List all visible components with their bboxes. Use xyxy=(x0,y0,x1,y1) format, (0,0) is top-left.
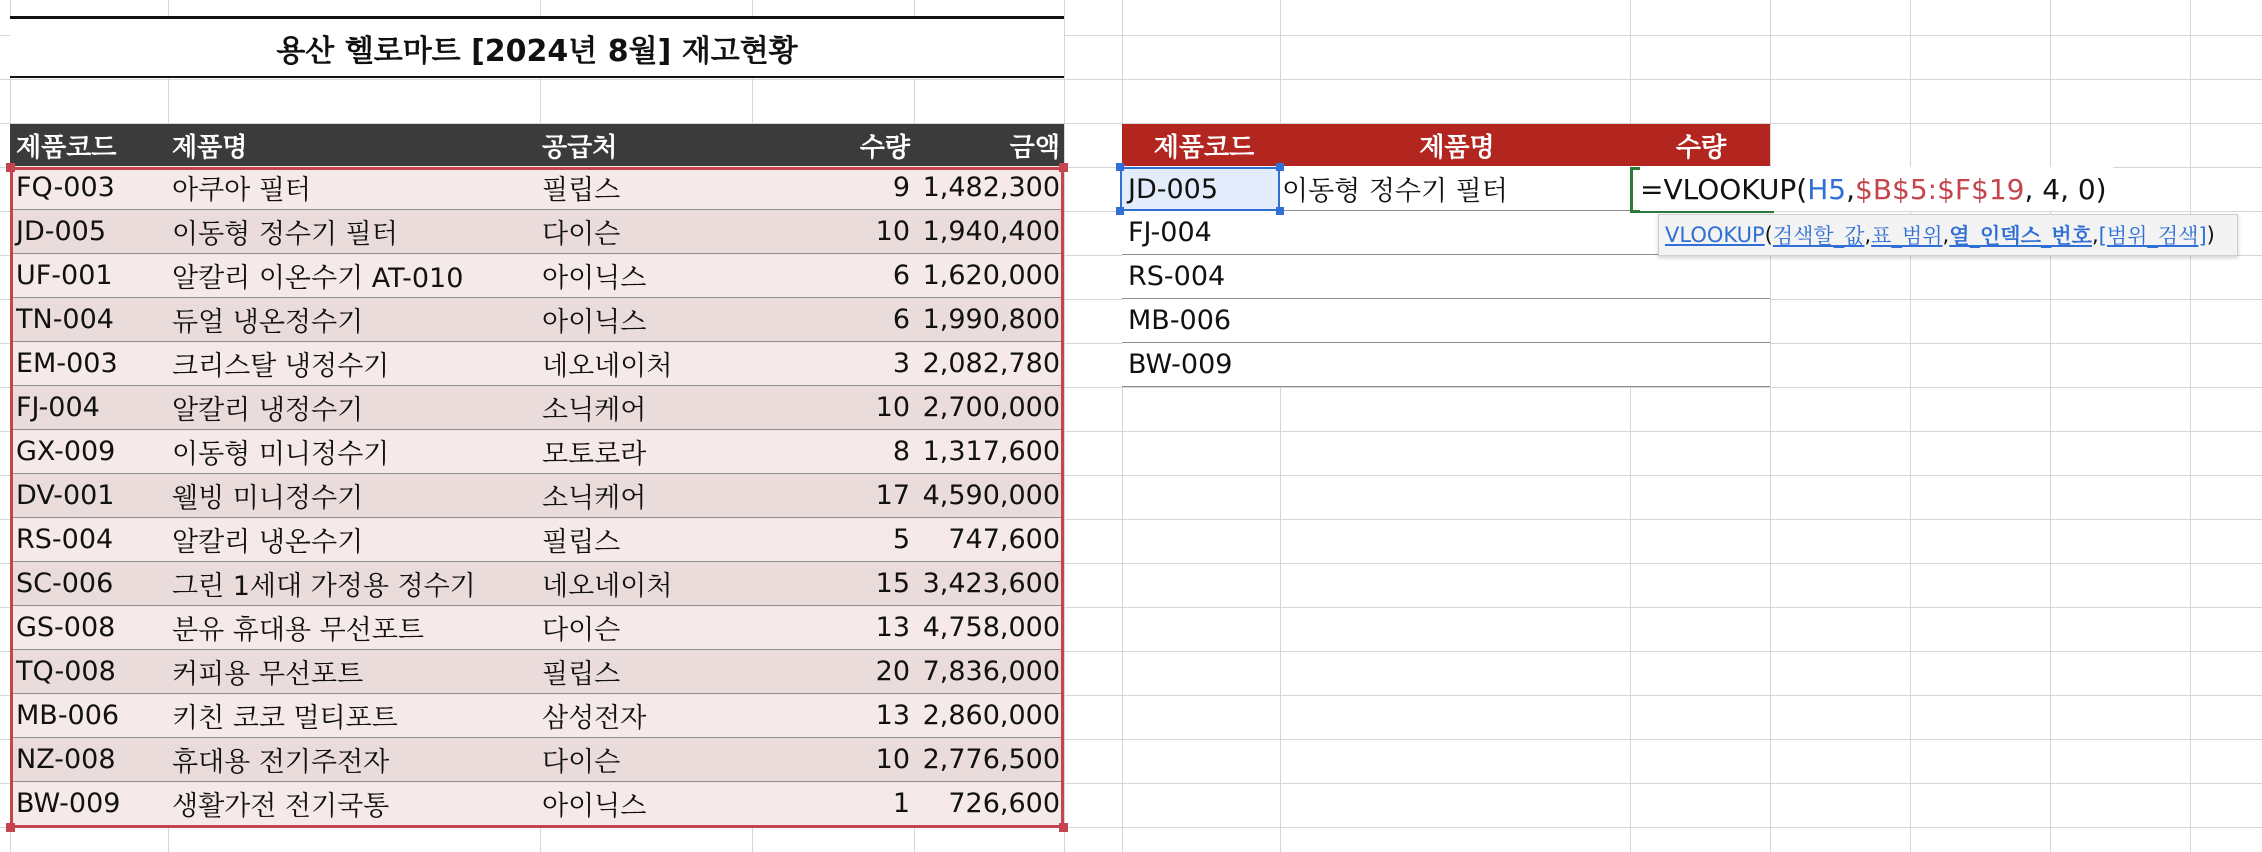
inventory-table-header xyxy=(10,124,1064,166)
supplier-cell[interactable]: 모토로라 xyxy=(542,439,647,470)
inventory-rows xyxy=(10,166,1064,826)
product-code-cell[interactable]: EM-003 xyxy=(16,348,118,379)
lookup-code-cell[interactable]: MB-006 xyxy=(1128,305,1232,336)
product-code-cell[interactable]: MB-006 xyxy=(16,700,120,731)
quantity-cell[interactable]: 10 xyxy=(875,744,910,775)
table-row xyxy=(10,518,1064,562)
supplier-cell[interactable]: 다이슨 xyxy=(542,219,621,250)
tooltip-function-name[interactable]: VLOOKUP xyxy=(1665,223,1765,247)
formula-text[interactable] xyxy=(1640,167,2113,211)
formula-rest: , 4, 0) xyxy=(2024,172,2107,206)
amount-cell[interactable]: 1,990,800 xyxy=(922,304,1060,335)
inventory-table xyxy=(10,124,1064,826)
supplier-cell[interactable]: 네오네이처 xyxy=(542,351,673,382)
lookup-row xyxy=(1122,299,1770,343)
product-name-cell[interactable]: 웰빙 미니정수기 xyxy=(172,483,364,514)
tooltip-paren-close: ) xyxy=(2206,223,2215,247)
supplier-cell[interactable]: 삼성전자 xyxy=(542,703,647,734)
supplier-cell[interactable]: 필립스 xyxy=(542,175,621,206)
product-code-cell[interactable]: GX-009 xyxy=(16,436,116,467)
lookup-header-qty[interactable]: 수량 xyxy=(1675,132,1727,163)
supplier-cell[interactable]: 다이슨 xyxy=(542,615,621,646)
quantity-cell[interactable]: 13 xyxy=(875,700,910,731)
lookup-qty-cell[interactable] xyxy=(1632,343,1770,386)
quantity-cell[interactable]: 3 xyxy=(892,348,910,379)
amount-cell[interactable]: 4,590,000 xyxy=(922,480,1060,511)
supplier-cell[interactable]: 아이닉스 xyxy=(542,263,647,294)
quantity-cell[interactable]: 5 xyxy=(892,524,910,555)
table-row xyxy=(10,298,1064,342)
product-code-cell[interactable]: NZ-008 xyxy=(16,744,116,775)
table-row xyxy=(10,738,1064,782)
range-handle-bl[interactable] xyxy=(6,823,15,832)
table-row xyxy=(10,562,1064,606)
header-product-code[interactable]: 제품코드 xyxy=(16,132,117,163)
table-row xyxy=(10,606,1064,650)
grid-col-line xyxy=(1910,0,1911,852)
product-code-cell[interactable]: FJ-004 xyxy=(16,392,100,423)
grid-row-line xyxy=(0,79,2262,80)
table-row xyxy=(10,430,1064,474)
lookup-name-cell[interactable] xyxy=(1282,343,1632,386)
product-name-cell[interactable]: 알칼리 이온수기 AT-010 xyxy=(172,263,464,294)
tooltip-param-lookup-value[interactable]: 검색할_값 xyxy=(1772,224,1865,248)
supplier-cell[interactable]: 아이닉스 xyxy=(542,791,647,822)
product-code-cell[interactable]: GS-008 xyxy=(16,612,116,643)
product-code-cell[interactable]: JD-005 xyxy=(16,216,107,247)
lookup-qty-cell[interactable] xyxy=(1632,299,1770,342)
amount-cell[interactable]: 2,776,500 xyxy=(922,744,1060,775)
tooltip-comma: , xyxy=(1864,223,1872,247)
active-cell-value: JD-005 xyxy=(1128,173,1219,205)
quantity-cell[interactable]: 13 xyxy=(875,612,910,643)
lookup-name-cell[interactable] xyxy=(1282,299,1632,342)
lookup-table-header xyxy=(1122,124,1770,166)
product-name-cell[interactable]: 아쿠아 필터 xyxy=(172,175,311,206)
table-row xyxy=(10,694,1064,738)
quantity-cell[interactable]: 8 xyxy=(892,436,910,467)
supplier-cell[interactable]: 필립스 xyxy=(542,659,621,690)
table-row xyxy=(10,782,1064,826)
amount-cell[interactable]: 4,758,000 xyxy=(922,612,1060,643)
title-bottom-border xyxy=(10,76,1064,78)
quantity-cell[interactable]: 15 xyxy=(875,568,910,599)
product-code-cell[interactable]: UF-001 xyxy=(16,260,113,291)
function-tooltip xyxy=(1658,214,2238,256)
product-name-cell[interactable]: 커피용 무선포트 xyxy=(172,659,364,690)
table-row xyxy=(10,254,1064,298)
amount-cell[interactable]: 1,940,400 xyxy=(922,216,1060,247)
product-name-cell[interactable]: 그린 1세대 가정용 정수기 xyxy=(172,571,476,602)
amount-cell[interactable]: 1,620,000 xyxy=(922,260,1060,291)
supplier-cell[interactable]: 필립스 xyxy=(542,527,621,558)
product-name-cell[interactable]: 이동형 정수기 필터 xyxy=(172,219,398,250)
tooltip-paren-open: ( xyxy=(1764,223,1773,247)
product-name-cell[interactable]: 이동형 미니정수기 xyxy=(172,439,390,470)
lookup-header-name[interactable]: 제품명 xyxy=(1419,132,1495,163)
tooltip-comma: , xyxy=(2091,223,2099,247)
ref-handle-tl[interactable] xyxy=(1116,163,1124,171)
table-row xyxy=(10,474,1064,518)
amount-cell[interactable]: 7,836,000 xyxy=(922,656,1060,687)
product-code-cell[interactable]: RS-004 xyxy=(16,524,114,555)
header-product-name[interactable]: 제품명 xyxy=(172,132,248,163)
header-quantity[interactable]: 수량 xyxy=(859,132,910,163)
formula-arg-lookup: H5 xyxy=(1807,172,1847,206)
range-handle-tl[interactable] xyxy=(6,163,15,172)
product-code-cell[interactable]: BW-009 xyxy=(16,788,121,819)
tooltip-param-table-range[interactable]: 표_범위 xyxy=(1871,224,1943,248)
lookup-code-cell[interactable]: FJ-004 xyxy=(1128,217,1212,248)
amount-cell[interactable]: 2,082,780 xyxy=(922,348,1060,379)
sheet-title: 용산 헬로마트 [2024년 8월] 재고현황 xyxy=(10,19,1064,76)
supplier-cell[interactable]: 네오네이처 xyxy=(542,571,673,602)
quantity-cell[interactable]: 1 xyxy=(892,788,910,819)
quantity-cell[interactable]: 9 xyxy=(892,172,910,203)
tooltip-param-col-index[interactable]: 열_인덱스_번호 xyxy=(1949,224,2092,248)
quantity-cell[interactable]: 17 xyxy=(875,480,910,511)
amount-cell[interactable]: 1,317,600 xyxy=(922,436,1060,467)
lookup-header-code[interactable]: 제품코드 xyxy=(1153,132,1255,163)
formula-prefix: =VLOOKUP( xyxy=(1640,172,1808,206)
header-amount[interactable]: 금액 xyxy=(1009,132,1060,163)
product-name-cell[interactable]: 알칼리 냉온수기 xyxy=(172,527,364,558)
product-name-cell[interactable]: 생활가전 전기국통 xyxy=(172,791,390,822)
quantity-cell[interactable]: 20 xyxy=(875,656,910,687)
grid-row-line xyxy=(0,827,2262,828)
quantity-cell[interactable]: 6 xyxy=(892,260,910,291)
product-code-cell[interactable]: FQ-003 xyxy=(16,172,115,203)
grid-col-line xyxy=(2050,0,2051,852)
lookup-row xyxy=(1122,343,1770,387)
ref-handle-bl[interactable] xyxy=(1116,207,1124,215)
product-name-cell[interactable]: 알칼리 냉정수기 xyxy=(172,395,364,426)
amount-cell[interactable]: 2,700,000 xyxy=(922,392,1060,423)
product-name-cell[interactable]: 듀얼 냉온정수기 xyxy=(172,307,364,338)
amount-cell[interactable]: 2,860,000 xyxy=(922,700,1060,731)
supplier-cell[interactable]: 아이닉스 xyxy=(542,307,647,338)
amount-cell[interactable]: 726,600 xyxy=(948,788,1060,819)
product-name-cell[interactable]: 크리스탈 냉정수기 xyxy=(172,351,390,382)
supplier-cell[interactable]: 소닉케어 xyxy=(542,395,647,426)
table-row xyxy=(10,342,1064,386)
amount-cell[interactable]: 747,600 xyxy=(948,524,1060,555)
table-row xyxy=(10,210,1064,254)
lookup-name-cell[interactable] xyxy=(1282,255,1632,298)
product-code-cell[interactable]: TQ-008 xyxy=(16,656,116,687)
quantity-cell[interactable]: 10 xyxy=(875,216,910,247)
supplier-cell[interactable]: 다이슨 xyxy=(542,747,621,778)
range-handle-br[interactable] xyxy=(1059,823,1068,832)
amount-cell[interactable]: 3,423,600 xyxy=(922,568,1060,599)
product-code-cell[interactable]: DV-001 xyxy=(16,480,115,511)
grid-col-line xyxy=(1064,0,1065,852)
grid-col-line xyxy=(2190,0,2191,852)
lookup-row xyxy=(1122,255,1770,299)
product-name-cell[interactable]: 분유 휴대용 무선포트 xyxy=(172,615,424,646)
lookup-code-cell[interactable]: BW-009 xyxy=(1128,349,1233,380)
grid-col-line xyxy=(1770,0,1771,852)
formula-arg-range: $B$5:$F$19 xyxy=(1855,172,2025,206)
lookup-qty-cell[interactable] xyxy=(1632,255,1770,298)
formula-sep: , xyxy=(1846,172,1855,206)
amount-cell[interactable]: 1,482,300 xyxy=(922,172,1060,203)
quantity-cell[interactable]: 10 xyxy=(875,392,910,423)
title-top-border xyxy=(10,16,1064,19)
product-name-cell[interactable]: 휴대용 전기주전자 xyxy=(172,747,390,778)
ref-handle-tr[interactable] xyxy=(1276,163,1284,171)
lookup-code-cell[interactable]: RS-004 xyxy=(1128,261,1226,292)
table-row xyxy=(10,386,1064,430)
supplier-cell[interactable]: 소닉케어 xyxy=(542,483,647,514)
tooltip-comma: , xyxy=(1942,223,1950,247)
product-code-cell[interactable]: TN-004 xyxy=(16,304,114,335)
header-supplier[interactable]: 공급처 xyxy=(542,132,618,163)
table-row xyxy=(10,650,1064,694)
tooltip-param-range-lookup[interactable]: [범위_검색] xyxy=(2098,224,2207,248)
ref-handle-br[interactable] xyxy=(1276,207,1284,215)
product-name-cell[interactable]: 키친 코코 멀티포트 xyxy=(172,703,398,734)
quantity-cell[interactable]: 6 xyxy=(892,304,910,335)
table-row xyxy=(10,166,1064,210)
product-code-cell[interactable]: SC-006 xyxy=(16,568,114,599)
lookup-name-cell[interactable] xyxy=(1282,211,1632,254)
lookup-name-cell[interactable]: 이동형 정수기 필터 xyxy=(1282,176,1508,207)
range-handle-tr[interactable] xyxy=(1059,163,1068,172)
